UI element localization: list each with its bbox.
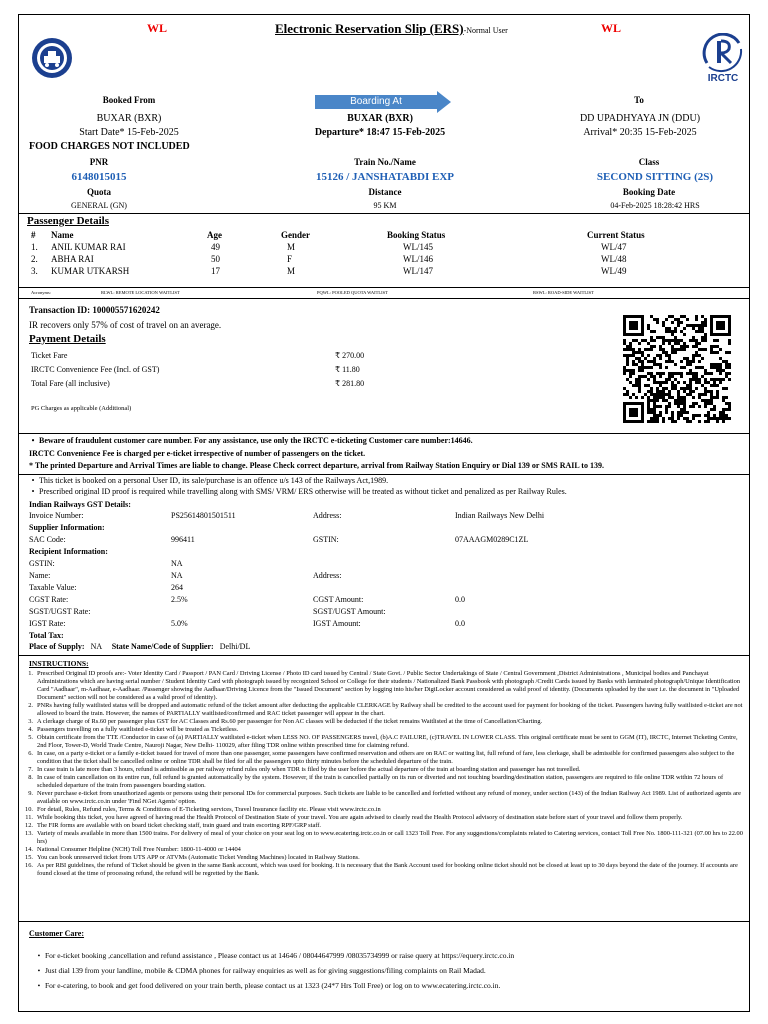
- ticket-fare-value: ₹ 270.00: [335, 351, 365, 360]
- passenger-table-header: # Name Age Gender Booking Status Current Status: [31, 230, 645, 240]
- customer-care-item: • For e-ticket booking ,cancellation and refund assistance , Please contact us at 14646 / 08044647999 /08035734999 or raise query at https://equery.irctc.co.in: [33, 951, 743, 961]
- gst-title: Indian Railways GST Details:: [29, 500, 131, 509]
- customer-care-title: Customer Care:: [29, 929, 85, 938]
- bullet-icon: •: [31, 476, 35, 485]
- instruction-number: 14.: [25, 846, 33, 853]
- divider: [19, 287, 749, 288]
- acronym-pqwl: PQWL: POOLED QUOTA WAITLIST: [317, 290, 388, 295]
- booking-date-label: Booking Date: [622, 187, 676, 197]
- instruction-item: [23, 814, 745, 822]
- instruction-text: You can book unreserved ticket from UTS APP or ATVMs (Automatic Ticket Vending Machines) located in Railway Stations.: [37, 854, 360, 861]
- pnr-label: PNR: [89, 157, 109, 167]
- address-label: Address:: [313, 511, 342, 520]
- id-proof-notice: • Prescribed original ID proof is required while travelling along with SMS/ VRM/ ERS otherwise will be treated as without ticket and penalized as per Railway Rules.: [27, 487, 742, 497]
- instruction-item: [23, 846, 745, 854]
- instruction-item: [23, 670, 745, 702]
- ticket-fare-label: Ticket Fare: [31, 351, 68, 360]
- instruction-text: PNRs having fully waitlisted status will be dropped and automatic refund of the ticket amount after deducting the applicable CLERKAGE by Railway shall be credited to the account used for payment for booking of the ticket. Passengers having fully waitlisted e-ticket are not allowed to board the train. However, the names of PARTIALLY waitlisted/confirmed and RAC ticket passenger will appear in the chart.: [37, 702, 743, 717]
- sgst-amount-label: SGST/UGST Amount:: [313, 607, 386, 616]
- invoice-label: Invoice Number:: [29, 511, 84, 520]
- irctc-logo-icon: [699, 33, 747, 73]
- instruction-number: 16.: [25, 862, 33, 869]
- instruction-number: 4.: [28, 726, 33, 733]
- instruction-number: 1.: [28, 670, 33, 677]
- passenger-table: [27, 229, 737, 277]
- boarding-station: BUXAR (BXR): [347, 113, 413, 124]
- instruction-text: Prescribed Original ID proofs are:- Voter Identity Card / Passport / PAN Card / Driving License / Photo ID card issued by Central / State Govt. / Public Sector Undertakings of State / Central Government ,District Administrations , Municipal bodies and Panchayat Administrations which are having serial number / Student Identity Card with photograph issued by recognized School or College for their students / Nationalized Bank Passbook with photograph /Credit Cards issued by Banks with laminated photograph/Unique Identification Card "Aadhaar", m-Aadhaar, e-Aadhaar. /Passenger showing the Aadhaar/Driving Licence from the "Issued Document" section by logging into his/her DigiLocker account considered as valid proof of identity. (Documents uploaded by the user i.e. the document in "Uploaded Document" section will not be considered as a valid proof of identity).: [37, 670, 741, 701]
- to-station: DD UPADHYAYA JN (DDU): [579, 113, 701, 124]
- qr-code-icon: [623, 315, 735, 423]
- instruction-item: [23, 718, 745, 726]
- supplier-info-title: Supplier Information:: [29, 523, 105, 532]
- instruction-text: National Consumer Helpline (NCH) Toll Free Number: 1800-11-4000 or 14404: [37, 846, 241, 853]
- instruction-number: 6.: [28, 750, 33, 757]
- acronym-rlwl: RLWL: REMOTE LOCATION WAITLIST: [101, 290, 180, 295]
- to-label: To: [634, 95, 644, 105]
- table-row: 2. ABHA RAI 50 F WL/146 WL/48: [31, 254, 627, 264]
- divider: [19, 433, 749, 434]
- instructions-list: [23, 670, 745, 878]
- total-fare-label: Total Fare (all inclusive): [31, 379, 110, 388]
- table-row: 3. KUMAR UTKARSH 17 M WL/147 WL/49: [31, 266, 627, 276]
- irctc-logo-text: IRCTC: [707, 73, 739, 84]
- instruction-text: Passengers travelling on a fully waitlisted e-ticket will be treated as Ticketless.: [37, 726, 239, 733]
- train-label: Train No./Name: [354, 157, 416, 167]
- instruction-text: In case, on a party e-ticket or a family e-ticket issued for travel of more than one passenger, some passengers have confirmed reservation and others are on RAC or waiting list, full refund of fare, less clerkage, shall be admissible for confirmed passengers also subject to the condition that the ticket shall be cancelled online or online TDR shall be filed for all the passengers upto thirty minutes before the scheduled departure of the train.: [37, 750, 735, 765]
- transaction-id: Transaction ID: 100005571620242: [29, 305, 160, 315]
- passenger-details-title: Passenger Details: [27, 215, 109, 227]
- instruction-text: Never purchase e-ticket from unauthorized agents or persons using their personal IDs for commercial purposes. Such tickets are liable to be cancelled and forfeited without any refund of money, under section (143) of the Indian Railway Act 1989. List of authorized agents are available on www.irctc.co.in under 'Find NGet Agents' option.: [37, 790, 741, 805]
- bullet-icon: •: [37, 981, 41, 990]
- divider: [19, 213, 749, 214]
- class-label: Class: [638, 157, 660, 167]
- cgst-rate-label: CGST Rate:: [29, 595, 69, 604]
- payment-details-title: Payment Details: [29, 333, 106, 345]
- instruction-item: [23, 766, 745, 774]
- instruction-item: [23, 854, 745, 862]
- personal-id-notice: • This ticket is booked on a personal User ID, its sale/purchase is an offence u/s 143 of the Railways Act,1989.: [27, 476, 742, 486]
- divider: [19, 474, 749, 475]
- address-value: Indian Railways New Delhi: [455, 511, 545, 520]
- total-fare-value: ₹ 281.80: [335, 379, 365, 388]
- page-title: Electronic Reservation Slip (ERS)-Normal User: [275, 21, 508, 36]
- instruction-item: [23, 790, 745, 806]
- start-date: Start Date* 15-Feb-2025: [79, 127, 179, 138]
- place-of-supply: Place of Supply: NA State Name/Code of Supplier: Delhi/DL: [29, 642, 251, 651]
- instruction-item: [23, 822, 745, 830]
- acronyms-label: Acronyms:: [31, 290, 51, 295]
- divider: [19, 921, 749, 922]
- gstin-label: GSTIN:: [313, 535, 339, 544]
- customer-care-item: • Just dial 139 from your landline, mobile & CDMA phones for railway enquiries as well as for giving suggestions/filing complaints on Rail Madad.: [33, 966, 743, 976]
- recipient-address-label: Address:: [313, 571, 342, 580]
- cgst-amount-label: CGST Amount:: [313, 595, 364, 604]
- invoice-value: PS25614801501511: [171, 511, 236, 520]
- instruction-number: 3.: [28, 718, 33, 725]
- recipient-gstin-value: NA: [171, 559, 183, 568]
- table-row: 1. ANIL KUMAR RAI 49 M WL/145 WL/47: [31, 242, 627, 252]
- boarding-at-arrow: [315, 91, 451, 113]
- distance-value: 95 KM: [373, 201, 397, 210]
- bullet-icon: •: [31, 487, 35, 496]
- instruction-item: [23, 734, 745, 750]
- pg-charges-note: PG Charges as applicable (Additional): [31, 405, 132, 412]
- recipient-info-title: Recipient Information:: [29, 547, 108, 556]
- igst-rate-value: 5.0%: [171, 619, 188, 628]
- recipient-name-value: NA: [171, 571, 183, 580]
- distance-label: Distance: [368, 187, 402, 197]
- ir-recovers-note: IR recovers only 57% of cost of travel on an average.: [29, 320, 222, 330]
- igst-amount-value: 0.0: [455, 619, 465, 628]
- recipient-name-label: Name:: [29, 571, 51, 580]
- instruction-number: 9.: [28, 790, 33, 797]
- train-value: 15126 / JANSHATABDI EXP: [315, 171, 455, 183]
- instruction-number: 2.: [28, 702, 33, 709]
- sac-label: SAC Code:: [29, 535, 66, 544]
- instruction-text: While booking this ticket, you have agreed of having read the Health Protocol of Destination State of your travel. You are again advised to clearly read the Health Protocol advisory of destination state before start of your travel and follow them properly.: [37, 814, 683, 821]
- cgst-rate-value: 2.5%: [171, 595, 188, 604]
- instruction-number: 11.: [25, 814, 33, 821]
- divider: [19, 655, 749, 656]
- taxable-label: Taxable Value:: [29, 583, 77, 592]
- instruction-number: 7.: [28, 766, 33, 773]
- pnr-value: 6148015015: [71, 171, 127, 183]
- booked-from-label: Booked From: [102, 95, 156, 105]
- bullet-icon: •: [37, 951, 41, 960]
- class-value: SECOND SITTING (2S): [596, 171, 714, 183]
- instruction-item: [23, 862, 745, 878]
- igst-amount-label: IGST Amount:: [313, 619, 361, 628]
- booked-from-station: BUXAR (BXR): [96, 113, 162, 124]
- instruction-text: Obtain certificate from the TTE /Conductor in case of (a) PARTIALLY waitlisted e-ticket when LESS NO. OF PASSENGERS travel, (b)A.C FAILURE, (c)TRAVEL IN LOWER CLASS. This original certificate must be sent to GGM (IT), IRCTC, Internet Ticketing Centre, 2nd Floor, Tower-D, World Trade Centre, Nauroji Nagar, New Delhi- 110029, after filing TDR online within prescribed time for claiming refund.: [37, 734, 738, 749]
- instruction-text: The FIR forms are available with on board ticket checking staff, train guard and train escorting RPF/GRP staff.: [37, 822, 322, 829]
- instruction-text: In case of train cancellation on its entire run, full refund is granted automatically by the system. However, if the train is cancelled partially on its run or diverted and not touching boarding/destination station, passengers are required to file online TDR within 72 hours of scheduled departure of the train from passengers boarding station.: [37, 774, 724, 789]
- instruction-item: [23, 702, 745, 718]
- instructions-title: INSTRUCTIONS:: [29, 659, 89, 668]
- bullet-icon: •: [37, 966, 41, 975]
- wl-right-label: WL: [601, 21, 622, 35]
- instruction-text: Variety of meals available in more than 1500 trains. For delivery of meal of your choice on your seat log on to www.ecatering.irctc.co.in or call 1323 Toll Free. For any suggestions/complaints related to Catering services, contact Toll Free No. 1800-111-321 (07.00 hrs to 22.00 hrs): [37, 830, 743, 845]
- acronym-rswl: RSWL: ROAD-SIDE WAITLIST: [533, 290, 594, 295]
- arrival-time: Arrival* 20:35 15-Feb-2025: [583, 127, 697, 138]
- instruction-text: A clerkage charge of Rs.60 per passenger plus GST for AC Classes and Rs.60 per passenger for Non AC classes will be deducted if the ticket remains Waitlisted at the time of Cancellation/Charting.: [37, 718, 543, 725]
- instruction-number: 10.: [25, 806, 33, 813]
- quota-value: GENERAL (GN): [71, 201, 127, 210]
- instruction-item: [23, 726, 745, 734]
- fraud-notice: • Beware of fraudulent customer care number. For any assistance, use only the IRCTC e-ticketing Customer care number:14646.: [27, 436, 742, 446]
- instruction-text: As per RBI guidelines, the refund of Ticket should be given in the same Bank account, which was used for booking. It is necessary that the Bank Account used for booking online ticket should not be closed at least up to 30 days beyond the date of the journey. If accounts are found closed at the time of processing refund, the refund will be regretted by the Bank.: [37, 862, 738, 877]
- food-charges-note: FOOD CHARGES NOT INCLUDED: [29, 141, 190, 152]
- times-note: * The printed Departure and Arrival Times are liable to change. Please Check correct departure, arrival from Railway Station Enquiry or Dial 139 or SMS RAIL to 139.: [29, 461, 604, 470]
- indian-railways-logo-icon: [31, 37, 73, 79]
- gstin-value: 07AAAGM0289C1ZL: [455, 535, 529, 544]
- customer-care-item: • For e-catering, to book and get food delivered on your train berth, please contact us at 1323 (24*7 Hrs Toll Free) or log on to www.ecatering.irctc.co.in.: [33, 981, 743, 991]
- taxable-value: 264: [171, 583, 183, 592]
- instruction-item: [23, 750, 745, 766]
- instruction-number: 8.: [28, 774, 33, 781]
- instruction-number: 12.: [25, 822, 33, 829]
- wl-left-label: WL: [147, 21, 168, 35]
- igst-rate-label: IGST Rate:: [29, 619, 66, 628]
- ers-page: [18, 14, 750, 1012]
- instruction-item: [23, 806, 745, 814]
- instruction-text: For detail, Rules, Refund rules, Terms & Conditions of E-Ticketing services, Travel Insurance facility etc. Please visit www.irctc.co.in: [37, 806, 381, 813]
- cgst-amount-value: 0.0: [455, 595, 465, 604]
- recipient-gstin-label: GSTIN:: [29, 559, 55, 568]
- total-tax-label: Total Tax:: [29, 631, 64, 640]
- quota-label: Quota: [86, 187, 111, 197]
- instruction-number: 5.: [28, 734, 33, 741]
- divider: [19, 298, 749, 299]
- boarding-at-label: Boarding At: [350, 96, 402, 107]
- sgst-rate-label: SGST/UGST Rate:: [29, 607, 91, 616]
- convenience-fee-label: IRCTC Convenience Fee (Incl. of GST): [31, 365, 160, 374]
- convenience-fee-value: ₹ 11.80: [335, 365, 360, 374]
- irctc-logo: [699, 33, 747, 89]
- instruction-number: 15.: [25, 854, 33, 861]
- convenience-fee-note: IRCTC Convenience Fee is charged per e-ticket irrespective of number of passengers on the ticket.: [29, 449, 366, 458]
- instruction-text: In case train is late more than 3 hours, refund is admissible as per railway refund rules only when TDR is filed by the user before the actual departure of the train at boarding station and passenger has not travelled.: [37, 766, 581, 773]
- booking-date-value: 04-Feb-2025 18:28:42 HRS: [610, 201, 700, 210]
- departure-time: Departure* 18:47 15-Feb-2025: [314, 127, 446, 138]
- instruction-number: 13.: [25, 830, 33, 837]
- instruction-item: [23, 774, 745, 790]
- sac-value: 996411: [171, 535, 195, 544]
- instruction-item: [23, 830, 745, 846]
- bullet-icon: •: [31, 436, 35, 445]
